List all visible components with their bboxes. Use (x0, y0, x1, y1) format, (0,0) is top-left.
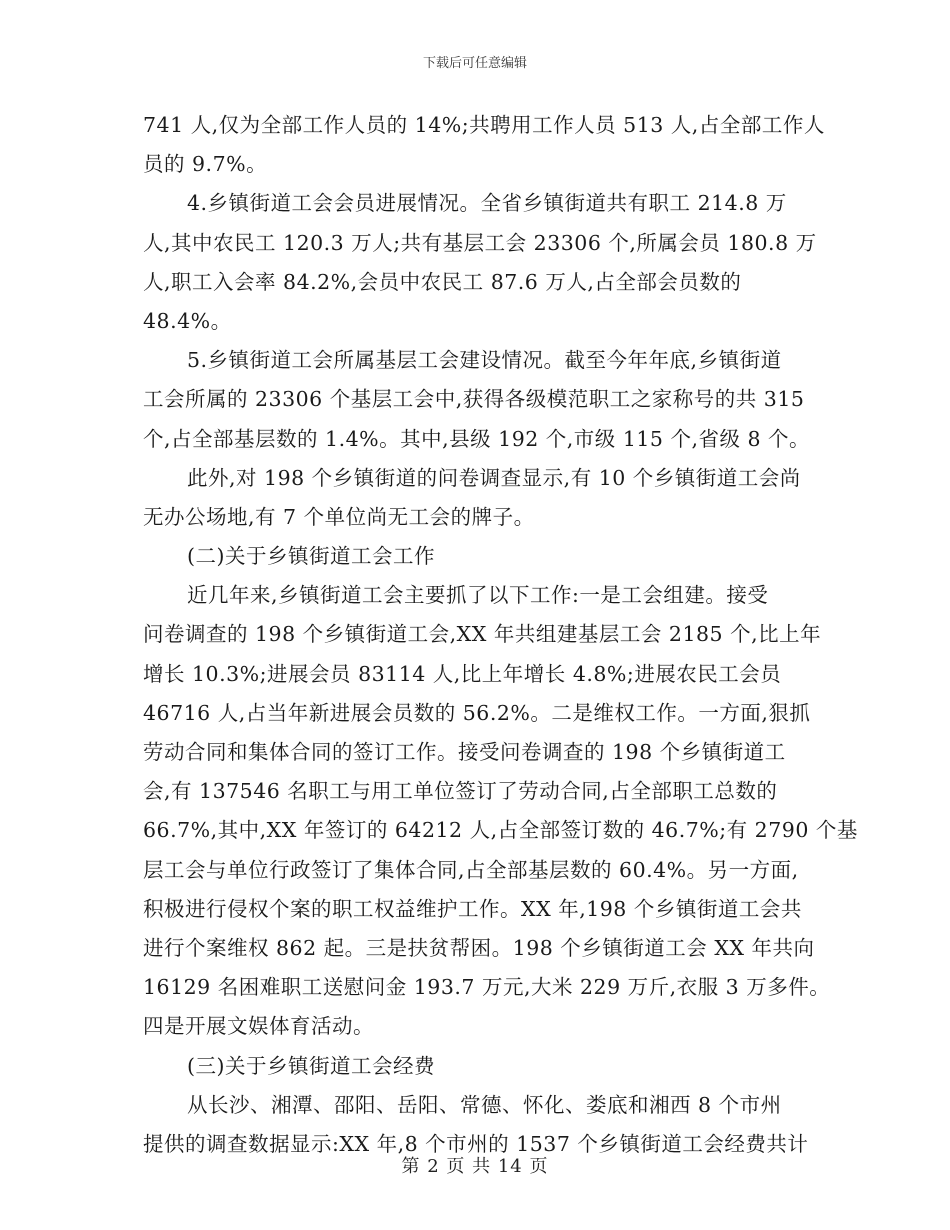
section-heading: (二)关于乡镇街道工会工作 (187, 544, 435, 569)
text-line: 劳动合同和集体合同的签订工作。接受问卷调查的 198 个乡镇街道工 (143, 740, 786, 764)
text-line: 会,有 137546 名职工与用工单位签订了劳动合同,占全部职工总数的 (143, 779, 778, 804)
page-header: 下载后可任意编辑 (422, 56, 527, 71)
text-line: 层工会与单位行政签订了集体合同,占全部基层数的 60.4%。另一方面, (143, 857, 799, 882)
text-line: 近几年来,乡镇街道工会主要抓了以下工作:一是工会组建。接受 (187, 583, 769, 608)
text-line: 从长沙、湘潭、邵阳、岳阳、常德、怀化、娄底和湘西 8 个市州 (187, 1092, 782, 1117)
text-line: 48.4%。 (143, 308, 232, 333)
text-line: 积极进行侵权个案的职工权益维护工作。XX 年,198 个乡镇街道工会共 (143, 896, 802, 921)
text-line: 人,其中农民工 120.3 万人;共有基层工会 23306 个,所属会员 180.8 万 (143, 230, 817, 255)
text-line: 66.7%,其中,XX 年签订的 64212 人,占全部签订数的 46.7%;有 2790 个基 (143, 818, 858, 843)
text-line: 增长 10.3%;进展会员 83114 人,比上年增长 4.8%;进展农民工会员 (143, 661, 782, 686)
text-line: 16129 名困难职工送慰问金 193.7 万元,大米 229 万斤,衣服 3 万多件。 (143, 975, 831, 1000)
page-footer: 第 2 页 共 14 页 (401, 1156, 549, 1177)
text-line: 四是开展文娱体育活动。 (143, 1014, 374, 1039)
text-line: 人,职工入会率 84.2%,会员中农民工 87.6 万人,占全部会员数的 (143, 269, 742, 294)
text-line: 提供的调查数据显示:XX 年,8 个市州的 1537 个乡镇街道工会经费共计 (143, 1131, 809, 1156)
text-line: 进行个案维权 862 起。三是扶贫帮困。198 个乡镇街道工会 XX 年共向 (143, 935, 815, 960)
document-body (143, 106, 858, 1164)
text-line: 个,占全部基层数的 1.4%。其中,县级 192 个,市级 115 个,省级 8 个。 (143, 426, 811, 451)
text-line: 员的 9.7%。 (143, 152, 268, 177)
text-line: 此外,对 198 个乡镇街道的问卷调查显示,有 10 个乡镇街道工会尚 (187, 465, 801, 490)
section-heading: (三)关于乡镇街道工会经费 (187, 1053, 435, 1078)
text-line: 无办公场地,有 7 个单位尚无工会的牌子。 (143, 504, 535, 529)
text-line: 4.乡镇街道工会会员进展情况。全省乡镇街道共有职工 214.8 万 (187, 191, 787, 216)
text-line: 46716 人,占当年新进展会员数的 56.2%。二是维权工作。一方面,狠抓 (143, 700, 811, 725)
text-line: 741 人,仅为全部工作人员的 14%;共聘用工作人员 513 人,占全部工作人 (143, 113, 825, 137)
text-line: 5.乡镇街道工会所属基层工会建设情况。截至今年年底,乡镇街道 (187, 348, 782, 373)
text-line: 工会所属的 23306 个基层工会中,获得各级模范职工之家称号的共 315 (143, 387, 805, 412)
text-line: 问卷调查的 198 个乡镇街道工会,XX 年共组建基层工会 2185 个,比上年 (143, 622, 822, 647)
